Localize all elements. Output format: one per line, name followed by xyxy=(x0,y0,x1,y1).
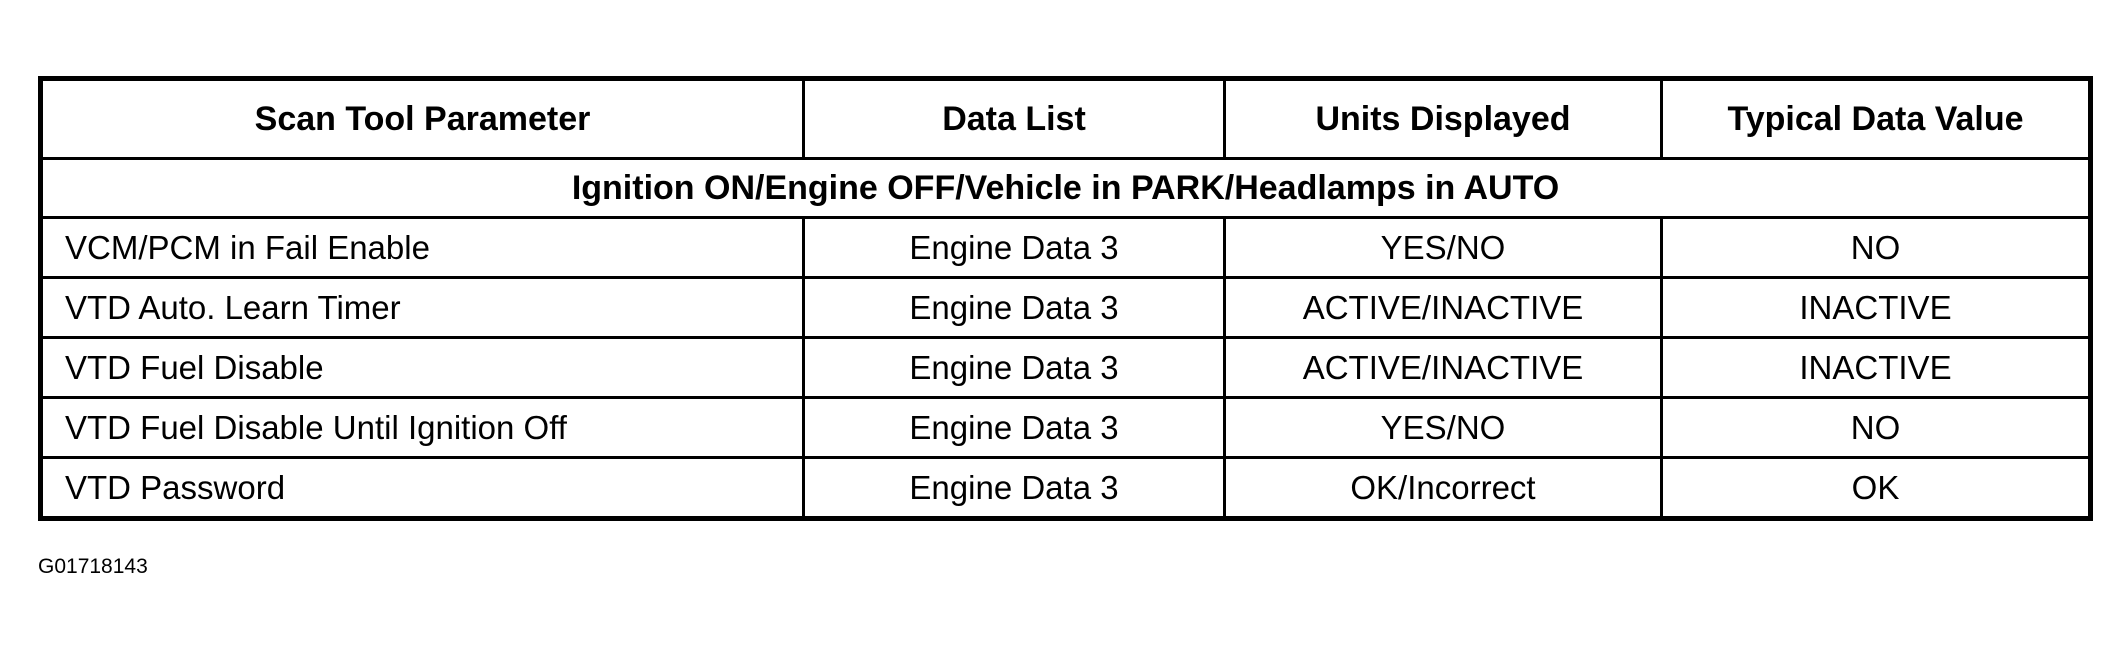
parameter-cell: VTD Fuel Disable xyxy=(41,338,804,398)
table-row xyxy=(41,458,2091,519)
typical-value-cell: INACTIVE xyxy=(1662,278,2091,338)
units-cell: YES/NO xyxy=(1225,218,1662,278)
units-cell: ACTIVE/INACTIVE xyxy=(1225,278,1662,338)
section-title: Ignition ON/Engine OFF/Vehicle in PARK/Headlamps in AUTO xyxy=(41,159,2091,218)
parameter-cell: VTD Fuel Disable Until Ignition Off xyxy=(41,398,804,458)
scan-tool-data-table xyxy=(38,76,2093,521)
typical-value-cell: NO xyxy=(1662,398,2091,458)
units-cell: OK/Incorrect xyxy=(1225,458,1662,519)
typical-value-cell: NO xyxy=(1662,218,2091,278)
typical-value-cell: OK xyxy=(1662,458,2091,519)
data-list-cell: Engine Data 3 xyxy=(804,218,1225,278)
units-cell: YES/NO xyxy=(1225,398,1662,458)
header-data-list: Data List xyxy=(804,79,1225,159)
data-list-cell: Engine Data 3 xyxy=(804,458,1225,519)
parameter-cell: VCM/PCM in Fail Enable xyxy=(41,218,804,278)
data-list-cell: Engine Data 3 xyxy=(804,278,1225,338)
parameter-cell: VTD Password xyxy=(41,458,804,519)
header-typical-data-value: Typical Data Value xyxy=(1662,79,2091,159)
data-list-cell: Engine Data 3 xyxy=(804,338,1225,398)
table-row xyxy=(41,278,2091,338)
typical-value-cell: INACTIVE xyxy=(1662,338,2091,398)
header-scan-tool-parameter: Scan Tool Parameter xyxy=(41,79,804,159)
parameter-cell: VTD Auto. Learn Timer xyxy=(41,278,804,338)
table-row xyxy=(41,338,2091,398)
section-row xyxy=(41,159,2091,218)
table-row xyxy=(41,218,2091,278)
table-row xyxy=(41,398,2091,458)
units-cell: ACTIVE/INACTIVE xyxy=(1225,338,1662,398)
header-units-displayed: Units Displayed xyxy=(1225,79,1662,159)
figure-id: G01718143 xyxy=(38,555,148,578)
data-list-cell: Engine Data 3 xyxy=(804,398,1225,458)
table-header-row xyxy=(41,79,2091,159)
